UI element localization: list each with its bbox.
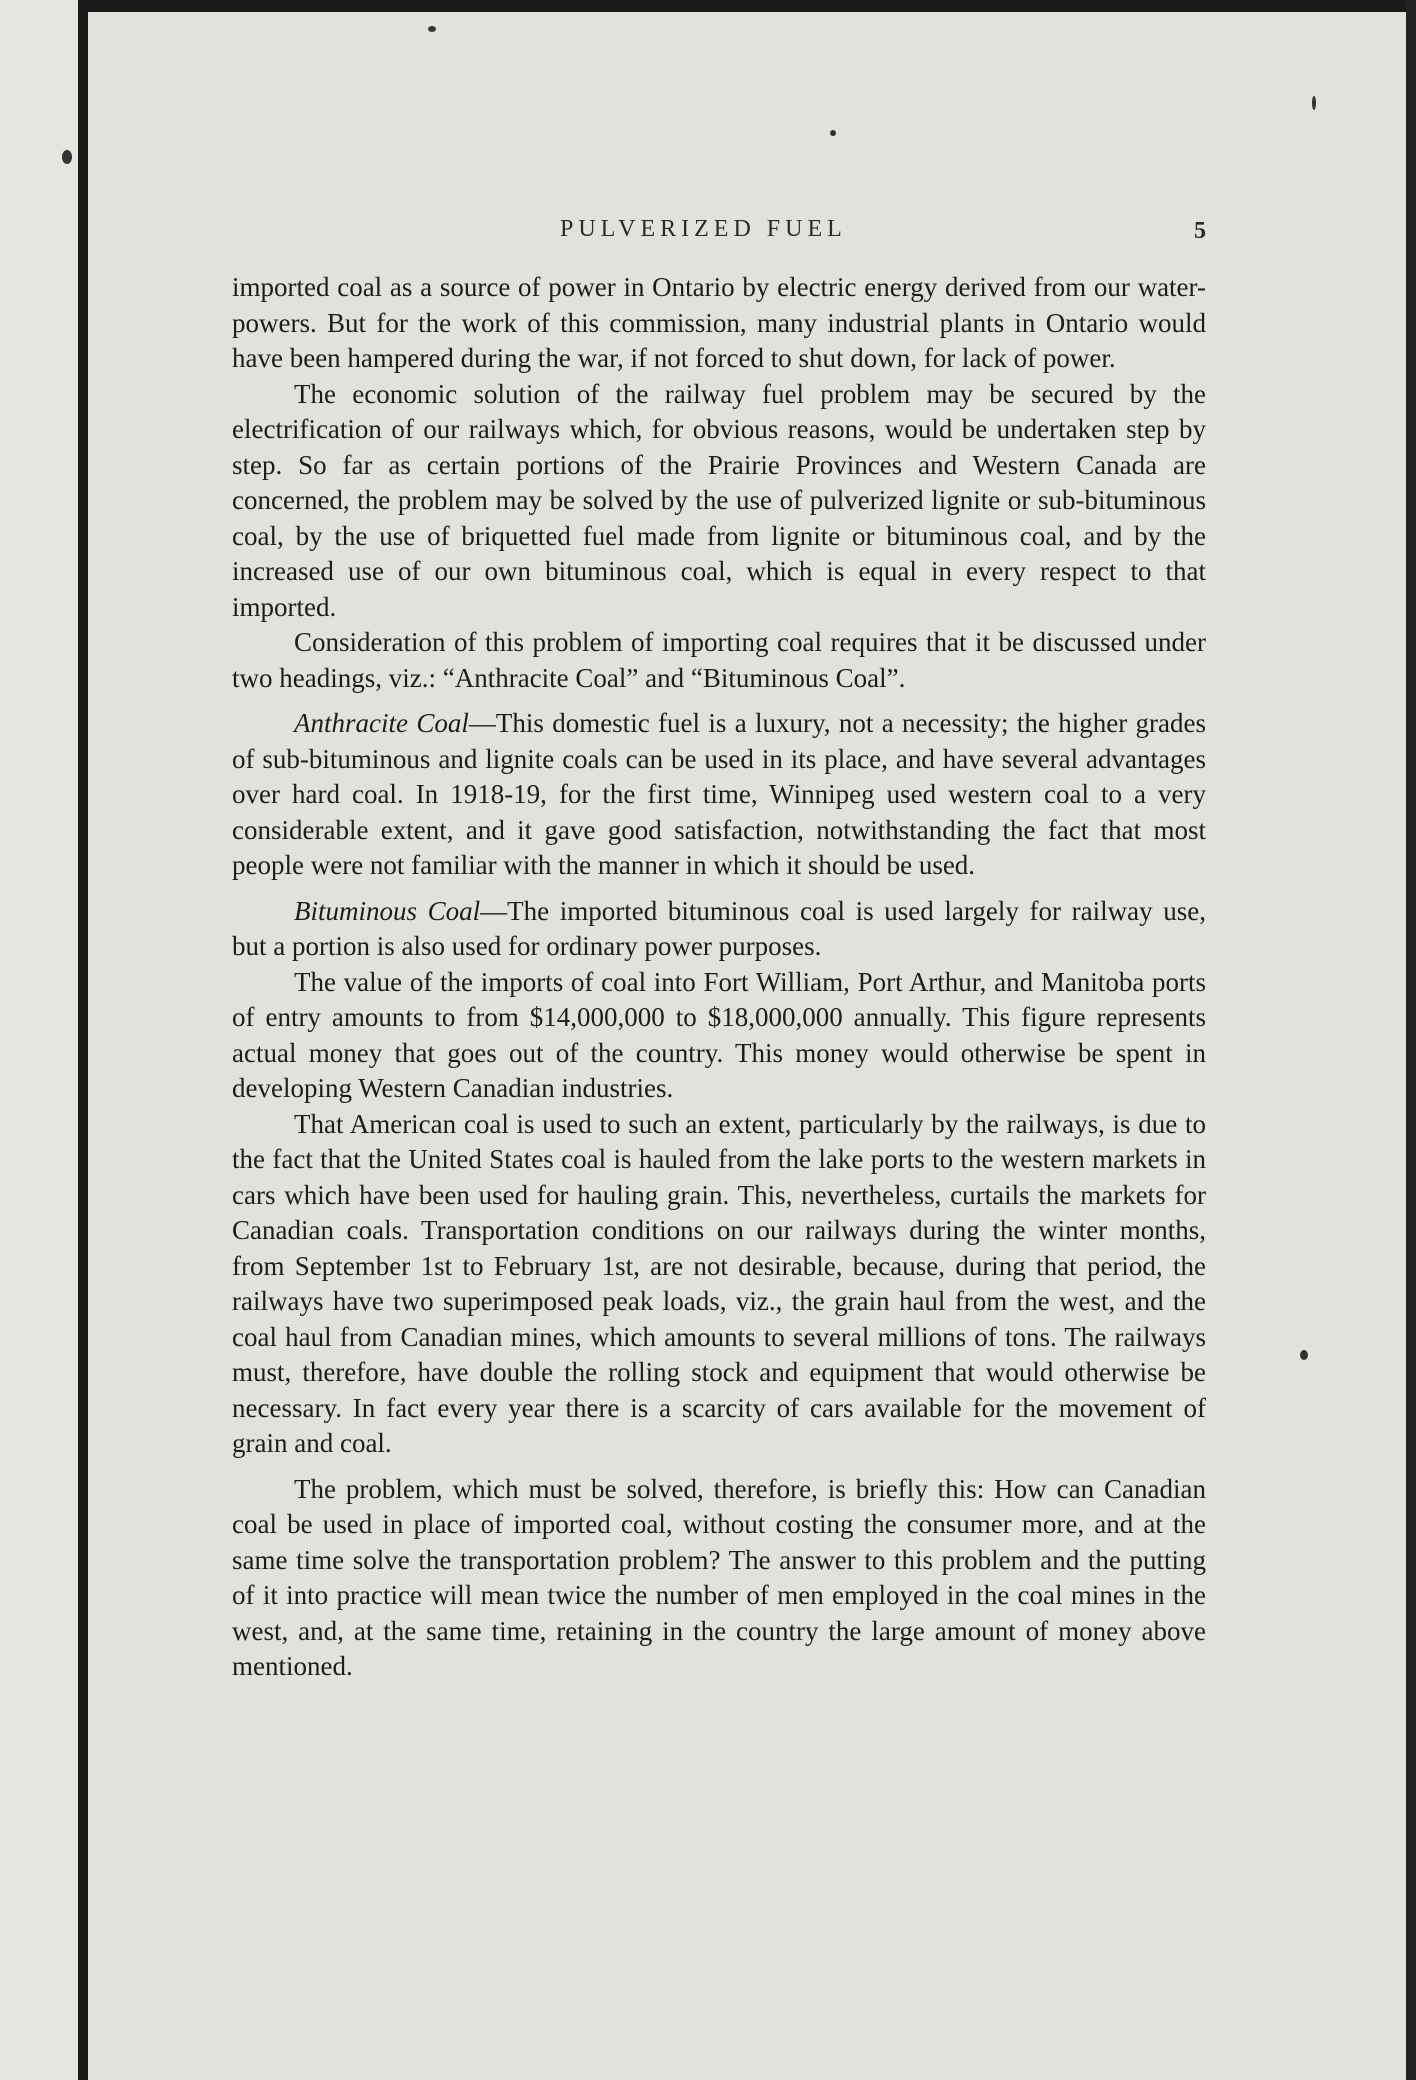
binding-edge bbox=[78, 0, 88, 2080]
paragraph: imported coal as a source of power in Ontario by electric energy derived from our water-powers. But for the work of this commission, many industrial plants in Ontario would have been hampered during the war, if not forced to shut down, for lack of power. bbox=[232, 272, 1206, 373]
dust-speck bbox=[428, 26, 436, 32]
dust-speck bbox=[1300, 1350, 1308, 1360]
dust-speck bbox=[1312, 96, 1316, 110]
paragraph-anthracite bbox=[232, 706, 1206, 884]
page-number: 5 bbox=[1194, 218, 1206, 244]
body-text bbox=[232, 270, 1206, 1685]
paragraph: The economic solution of the railway fuel problem may be secured by the electrification of our railways which, for obvious reasons, would be undertaken step by step. So far as certain portions of the Prairie Provinces and Western Canada are concerned, the problem may be solved by the use of pulverized lignite or sub-bituminous coal, by the use of briquetted fuel made from lignite or bituminous coal, and by the increased use of our own bituminous coal, which is equal in every respect to that imported. bbox=[232, 378, 1206, 622]
dust-speck bbox=[62, 150, 72, 164]
dust-speck bbox=[830, 130, 836, 136]
right-edge bbox=[1406, 0, 1416, 2080]
top-edge bbox=[78, 0, 1416, 12]
paragraph: Consideration of this problem of importing coal requires that it be discussed under two headings, viz.: “Anthracite Coal” and “Bituminous Coal”. bbox=[232, 627, 1206, 693]
paragraph-body: —This domestic fuel is a luxury, not a necessity; the higher grades of sub-bituminous and lignite coals can be used in its place, and have several advantages over hard coal. In 1918-19, for the first time, Winnipeg used western coal to a very considerable extent, and it gave good satisfaction, notwithstanding the fact that most people were not familiar with the manner in which it should be used. bbox=[232, 708, 1207, 880]
left-margin-strip bbox=[0, 0, 84, 2080]
section-heading: Anthracite Coal bbox=[294, 708, 469, 738]
paragraph: That American coal is used to such an extent, particularly by the railways, is due to the fact that the United States coal is hauled from the lake ports to the western markets in cars which have been used for hauling grain. This, nevertheless, curtails the markets for Canadian coals. Transportation conditions on our railways during the winter months, from September 1st to February 1st, are not desirable, because, during that period, the railways have two superimposed peak loads, viz., the grain haul from the west, and the coal haul from Canadian mines, which amounts to several millions of tons. The railways must, therefore, have double the rolling stock and equipment that would otherwise be necessary. In fact every year there is a scarcity of cars available for the movement of grain and coal. bbox=[232, 1108, 1206, 1458]
running-head: PULVERIZED FUEL bbox=[560, 216, 847, 242]
paragraph-body: —The imported bituminous coal is used largely for railway use, but a portion is also used for ordinary power purposes. bbox=[232, 895, 1206, 961]
paragraph: The value of the imports of coal into Fort William, Port Arthur, and Manitoba ports of entry amounts to from $14,000,000 to $18,000,000 annually. This figure represents actual money that goes out of the country. This money would otherwise be spent in developing Western Canadian industries. bbox=[232, 966, 1206, 1103]
paragraph: The problem, which must be solved, therefore, is briefly this: How can Canadian coal be used in place of imported coal, without costing the consumer more, and at the same time solve the transportation problem? The answer to this problem and the putting of it into practice will mean twice the number of men employed in the coal mines in the west, and, at the same time, retaining in the country the large amount of money above mentioned. bbox=[232, 1473, 1206, 1681]
paragraph-bituminous bbox=[232, 894, 1206, 965]
section-heading: Bituminous Coal bbox=[294, 895, 481, 926]
